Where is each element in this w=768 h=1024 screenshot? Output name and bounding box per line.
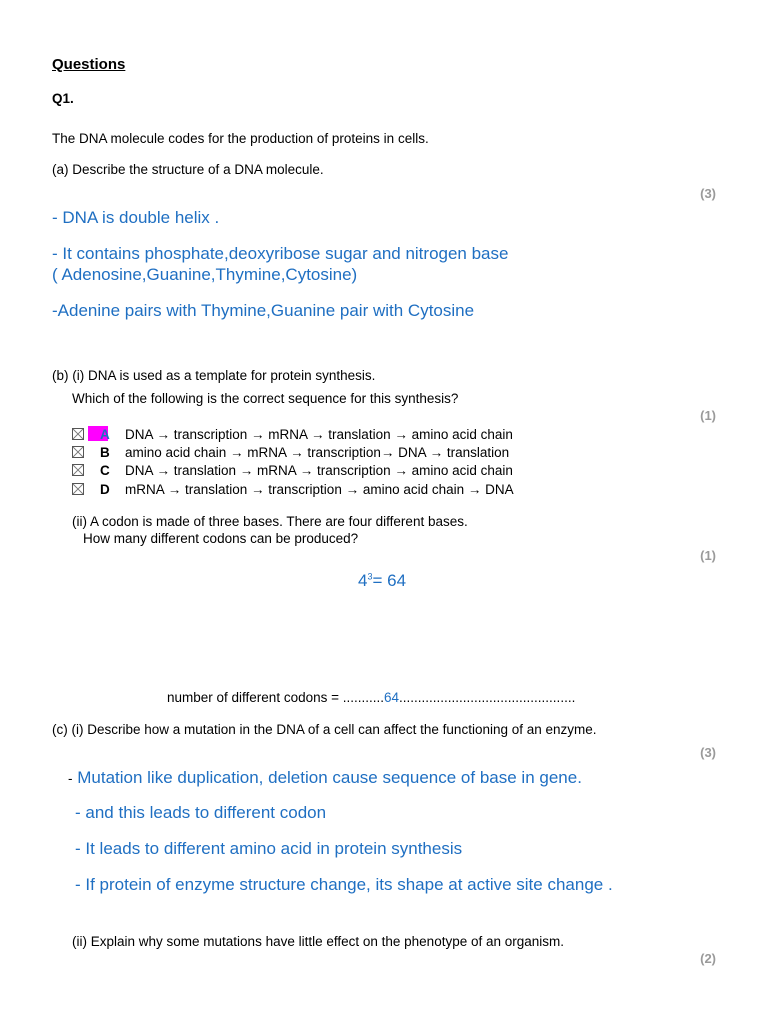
option-letter-b: B bbox=[100, 445, 110, 460]
option-checkbox-d[interactable] bbox=[72, 483, 84, 495]
question-intro: The DNA molecule codes for the production of proteins in cells. bbox=[52, 131, 429, 146]
option-checkbox-a[interactable] bbox=[72, 428, 84, 440]
part-a-answer-2: - It contains phosphate,deoxyribose sugar and nitrogen base bbox=[52, 244, 509, 263]
working-result: = 64 bbox=[372, 571, 407, 590]
part-c-i-prompt: (c) (i) Describe how a mutation in the DNA of a cell can affect the functioning of an enzyme. bbox=[52, 722, 597, 737]
part-b-i-question: Which of the following is the correct sequence for this synthesis? bbox=[72, 391, 459, 406]
part-c-answer-1-text: Mutation like duplication, deletion cause sequence of base in gene. bbox=[77, 768, 582, 787]
part-b-i-prompt: (b) (i) DNA is used as a template for protein synthesis. bbox=[52, 368, 376, 383]
codon-answer-label: number of different codons = ........... bbox=[167, 690, 384, 705]
part-c-ii-prompt: (ii) Explain why some mutations have little effect on the phenotype of an organism. bbox=[72, 934, 565, 949]
part-b-i-marks: (1) bbox=[700, 408, 716, 423]
part-c-answer-1 bbox=[68, 768, 582, 788]
part-c-answer-4: - If protein of enzyme structure change, its shape at active site change . bbox=[75, 875, 613, 894]
working-base: 4 bbox=[358, 571, 368, 590]
codon-answer-line bbox=[167, 690, 575, 705]
part-a-prompt: (a) Describe the structure of a DNA molecule. bbox=[52, 162, 324, 177]
part-a-answer-4: -Adenine pairs with Thymine,Guanine pair with Cytosine bbox=[52, 301, 475, 320]
codon-working bbox=[358, 571, 406, 591]
part-b-ii-marks: (1) bbox=[700, 548, 716, 563]
option-row-d[interactable] bbox=[72, 483, 84, 500]
part-c-ii-marks: (2) bbox=[700, 951, 716, 966]
part-c-i-marks: (3) bbox=[700, 745, 716, 760]
part-c-answer-3: - It leads to different amino acid in protein synthesis bbox=[75, 839, 463, 858]
answer-dash: - bbox=[68, 771, 73, 786]
option-row-b[interactable] bbox=[72, 446, 84, 463]
option-text-a: DNA → transcription → mRNA → translation → amino acid chain bbox=[125, 427, 513, 442]
page-heading: Questions bbox=[52, 56, 126, 73]
part-a-answer-1: - DNA is double helix . bbox=[52, 208, 220, 227]
part-b-ii-prompt: (ii) A codon is made of three bases. There are four different bases. bbox=[72, 514, 468, 529]
option-letter-d: D bbox=[100, 482, 110, 497]
option-letter-c: C bbox=[100, 463, 110, 478]
question-number: Q1. bbox=[52, 91, 74, 106]
working-exponent: 3 bbox=[367, 571, 373, 582]
part-b-ii-question: How many different codons can be produced? bbox=[83, 531, 359, 546]
codon-answer-trail: ............................................... bbox=[399, 690, 576, 705]
option-row-c[interactable] bbox=[72, 464, 84, 481]
part-a-answer-3: ( Adenosine,Guanine,Thymine,Cytosine) bbox=[52, 265, 358, 284]
option-checkbox-c[interactable] bbox=[72, 464, 84, 476]
option-text-b: amino acid chain → mRNA → transcription→ DNA → translation bbox=[125, 445, 510, 460]
option-text-d: mRNA → translation → transcription → amino acid chain → DNA bbox=[125, 482, 514, 497]
part-a-marks: (3) bbox=[700, 186, 716, 201]
part-c-answer-2: - and this leads to different codon bbox=[75, 803, 327, 822]
option-text-c: DNA → translation → mRNA → transcription → amino acid chain bbox=[125, 463, 513, 478]
option-letter-a: A bbox=[100, 427, 110, 442]
codon-answer-value: 64 bbox=[384, 690, 400, 705]
option-checkbox-b[interactable] bbox=[72, 446, 84, 458]
